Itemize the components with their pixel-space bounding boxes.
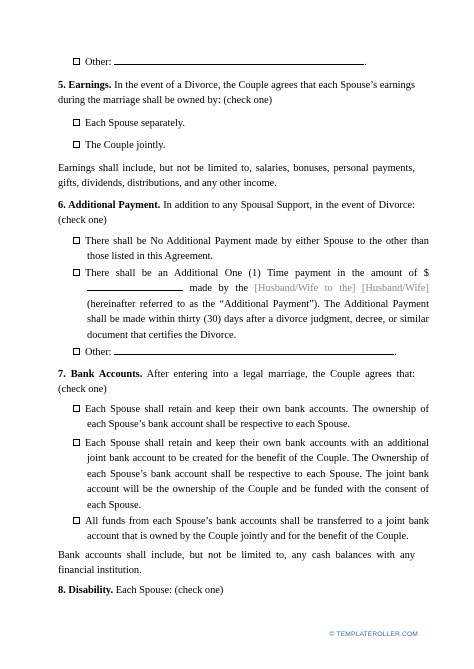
other-blank-field[interactable] — [114, 345, 394, 355]
section-5-note: Earnings shall include, but not be limited to, salaries, bonuses, personal payments, gifts, dividends, distributions, and any other income. — [58, 163, 415, 190]
section-6-option-1 — [73, 234, 429, 265]
section-6-option-2 — [73, 266, 429, 343]
section-5-option-1 — [73, 116, 415, 131]
section-5-intro: In the event of a Divorce, the Couple agrees that each Spouse’s earnings during the marriage shall be owned by: (check one) — [58, 80, 415, 107]
option-text: Each Spouse separately. — [85, 118, 186, 129]
other-blank-field[interactable] — [114, 55, 364, 65]
option-text: All funds from each Spouse’s bank accounts shall be transferred to a joint bank account that is owned by the Couple jointly and for the benefit of the Couple. — [85, 516, 429, 543]
section-5-paragraph — [58, 78, 415, 109]
option-text: Each Spouse shall retain and keep their own bank accounts with an additional joint bank account to be created for the benefit of the Couple. The Ownership of each Spouse’s bank account shall be respective to each Spouse. The joint bank account will be the ownership of the Couple and be funded with the consent of each Spouse. — [85, 438, 429, 511]
checkbox[interactable] — [73, 517, 80, 524]
section-7-paragraph — [58, 367, 415, 398]
section-6-other-option — [73, 345, 415, 360]
option-text: (hereinafter referred to as the “Additional Payment”). The Additional Payment shall be made within thirty (30) days after a divorce judgment, decree, or similar document that certifies the Divorce. — [87, 298, 429, 341]
section-7-note: Bank accounts shall include, but not be limited to, any cash balances with any financial institution. — [58, 550, 415, 577]
section-8-title: 8. Disability. — [58, 585, 114, 596]
checkbox[interactable] — [73, 237, 80, 244]
section-7-intro: After entering into a legal marriage, the Couple agrees that: (check one) — [58, 369, 416, 396]
section-5-option-2 — [73, 138, 415, 153]
dollar-sign: $ — [423, 268, 429, 279]
other-label: Other: — [85, 347, 112, 358]
option-text: Each Spouse shall retain and keep their own bank accounts. The ownership of each Spouse’s bank account shall be respective to each Spouse. — [85, 404, 429, 431]
other-option-line — [73, 55, 415, 70]
checkbox[interactable] — [73, 269, 80, 276]
option-text: There shall be an Additional One (1) Time payment in the amount of — [85, 268, 418, 279]
checkbox[interactable] — [73, 405, 80, 412]
checkbox[interactable] — [73, 141, 80, 148]
footer-brand[interactable]: © TEMPLATEROLLER.COM — [329, 631, 418, 638]
option-text: There shall be No Additional Payment made by either Spouse to the other than those listed in this Agreement. — [85, 236, 429, 263]
section-7-title: 7. Bank Accounts. — [58, 369, 143, 380]
other-end: . — [394, 347, 397, 358]
placeholder-payer: [Husband/Wife to the] — [254, 283, 356, 295]
section-6-title: 6. Additional Payment. — [58, 200, 161, 211]
checkbox[interactable] — [73, 58, 80, 65]
other-end: . — [364, 57, 367, 68]
section-8-intro: Each Spouse: (check one) — [115, 585, 224, 596]
section-6-intro: In addition to any Spousal Support, in the event of Divorce: (check one) — [58, 200, 416, 227]
checkbox[interactable] — [73, 348, 80, 355]
option-text: The Couple jointly. — [85, 140, 166, 151]
placeholder-payee: [Husband/Wife] — [361, 283, 429, 295]
section-7-option-1 — [73, 402, 429, 433]
amount-blank-field[interactable] — [87, 281, 183, 291]
option-text: made by the — [189, 283, 249, 295]
section-8-paragraph — [58, 583, 415, 598]
section-5-title: 5. Earnings. — [58, 80, 112, 91]
section-7-option-3 — [73, 514, 429, 545]
section-6-paragraph — [58, 198, 415, 229]
checkbox[interactable] — [73, 119, 80, 126]
section-7-option-2 — [73, 436, 429, 513]
other-label: Other: — [85, 57, 112, 68]
checkbox[interactable] — [73, 439, 80, 446]
